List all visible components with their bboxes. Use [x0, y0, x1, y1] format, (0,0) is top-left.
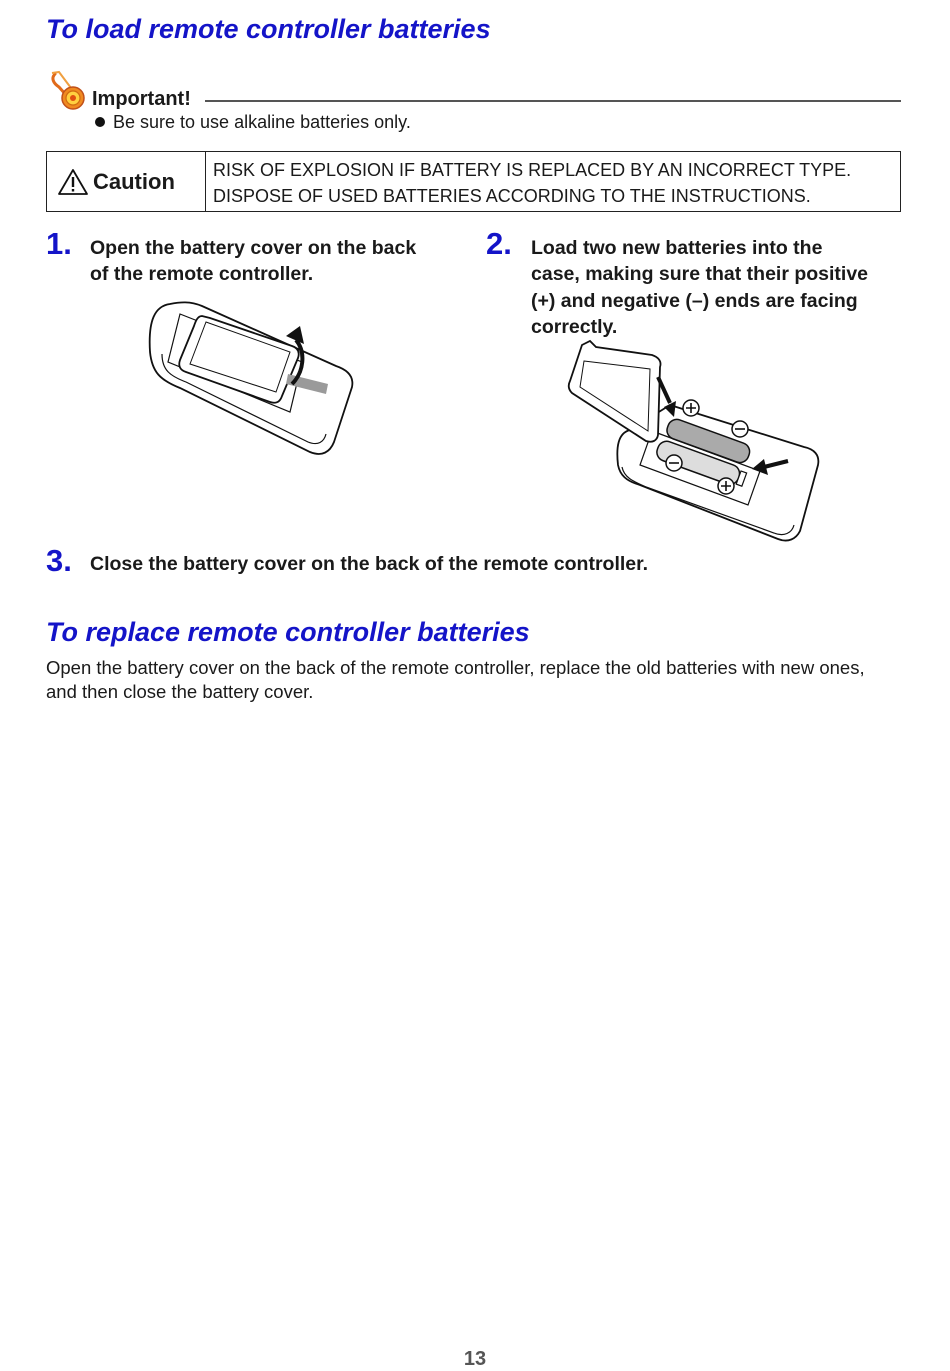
step-line: case, making sure that their positive: [531, 263, 869, 286]
caution-label: Caution: [93, 168, 175, 194]
caution-text: [206, 152, 851, 211]
caution-line: RISK OF EXPLOSION IF BATTERY IS REPLACED BY AN INCORRECT TYPE.: [213, 160, 852, 180]
step-2-text: [531, 235, 911, 340]
remote-load-batteries-illustration: [560, 335, 830, 550]
step-line: (+) and negative (–) ends are facing: [531, 289, 858, 312]
section-title-load: To load remote controller batteries: [46, 14, 491, 44]
step-line: Open the battery cover on the back: [90, 237, 417, 259]
step-3-number: 3.: [46, 543, 72, 578]
step-line: Close the battery cover on the back of the remote controller.: [90, 553, 649, 575]
step-line: correctly.: [531, 315, 618, 338]
caution-box: [46, 151, 901, 212]
step-1-text: [90, 235, 460, 288]
paragraph-line: Open the battery cover on the back of the remote controller, replace the old batteries with new ones,: [46, 657, 865, 678]
important-divider: [205, 100, 901, 102]
replace-paragraph: [46, 656, 906, 704]
warning-triangle-icon: [57, 168, 89, 196]
step-1-number: 1.: [46, 226, 72, 261]
step-line: Load two new batteries into the: [531, 237, 823, 259]
step-line: of the remote controller.: [90, 263, 314, 286]
caution-header: [47, 152, 206, 211]
important-pin-icon: [49, 70, 91, 112]
caution-line: DISPOSE OF USED BATTERIES ACCORDING TO THE INSTRUCTIONS.: [213, 186, 811, 206]
bullet-icon: [95, 117, 105, 127]
step-3-text: [90, 551, 890, 577]
section-title-replace: To replace remote controller batteries: [46, 617, 530, 647]
step-2-number: 2.: [486, 226, 512, 261]
page-number: 13: [463, 1348, 487, 1370]
important-item: Be sure to use alkaline batteries only.: [113, 112, 411, 132]
paragraph-line: and then close the battery cover.: [46, 681, 314, 702]
important-label: Important!: [92, 88, 191, 110]
remote-open-cover-illustration: [140, 292, 360, 462]
